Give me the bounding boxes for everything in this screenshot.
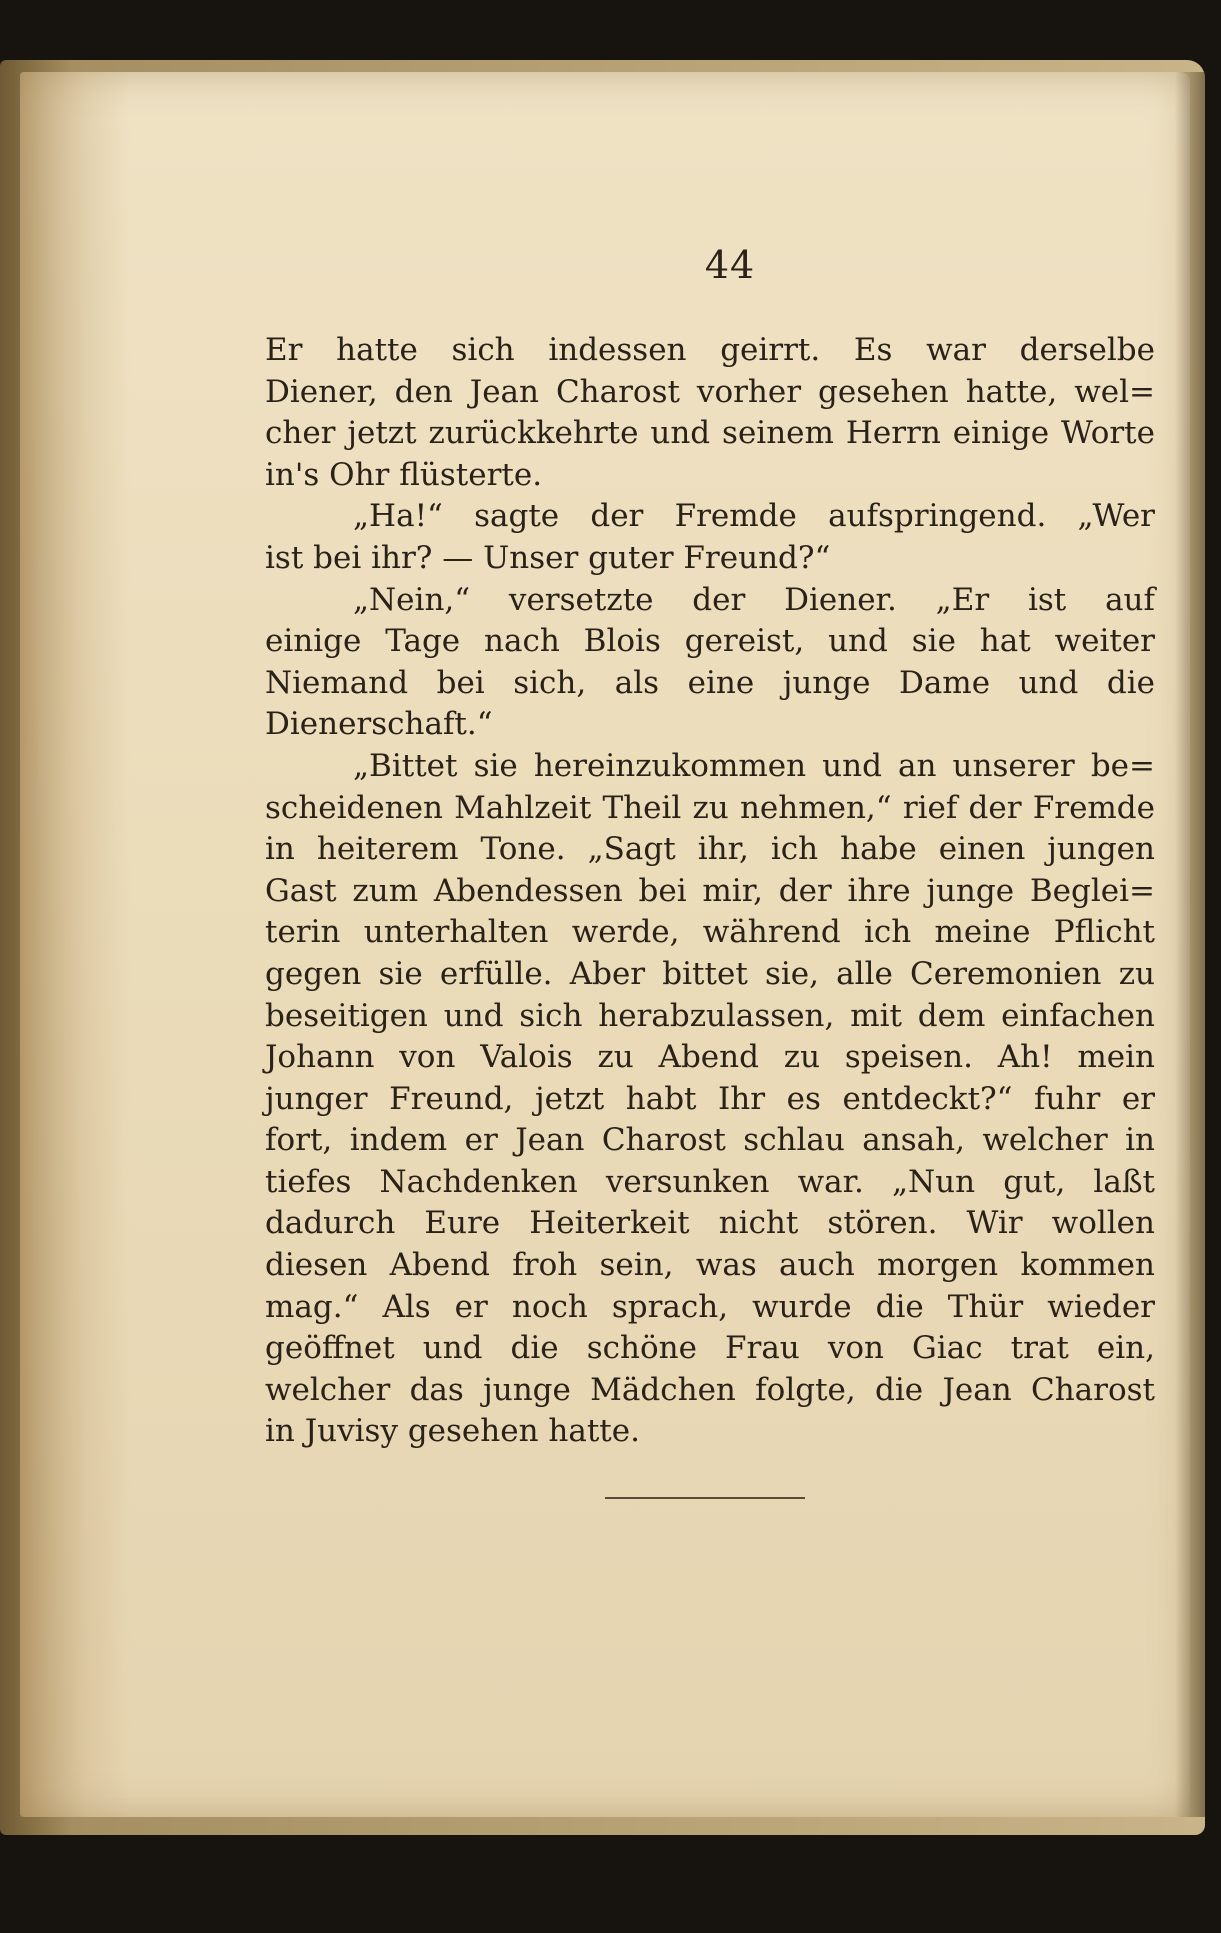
page-number: 44 <box>704 243 756 287</box>
text-line: gegen sie erfülle. Aber bittet sie, alle Ceremonien zu <box>265 955 1155 992</box>
text-line: terin unterhalten werde, während ich meine Pflicht <box>265 914 1155 951</box>
section-end-rule <box>605 1497 805 1499</box>
text-line: Johann von Valois zu Abend zu speisen. Ah! mein <box>265 1039 1155 1076</box>
text-line: diesen Abend froh sein, was auch morgen kommen <box>265 1247 1155 1284</box>
text-line: Gast zum Abendessen bei mir, der ihre junge Beglei= <box>265 872 1155 909</box>
text-line: welcher das junge Mädchen folgte, die Jean Charost <box>265 1371 1155 1408</box>
text-line: fort, indem er Jean Charost schlau ansah, welcher in <box>265 1122 1155 1159</box>
text-line: in heiterem Tone. „Sagt ihr, ich habe einen jungen <box>265 831 1155 868</box>
text-line: mag.“ Als er noch sprach, wurde die Thür wieder <box>265 1288 1155 1325</box>
text-line: beseitigen und sich herabzulassen, mit dem einfachen <box>265 997 1155 1034</box>
text-line: in's Ohr flüsterte. <box>265 456 543 493</box>
text-line: tiefes Nachdenken versunken war. „Nun gut, laßt <box>265 1163 1155 1200</box>
text-line: geöffnet und die schöne Frau von Giac trat ein, <box>265 1330 1155 1367</box>
text-line: ist bei ihr? — Unser guter Freund?“ <box>265 539 831 576</box>
text-line: Diener, den Jean Charost vorher gesehen hatte, wel= <box>265 373 1155 410</box>
spine-shadow <box>1175 72 1205 1817</box>
text-line: „Nein,“ versetzte der Diener. „Er ist auf <box>353 581 1155 618</box>
text-line: junger Freund, jetzt habt Ihr es entdeckt?“ fuhr er <box>265 1080 1155 1117</box>
text-line: Er hatte sich indessen geirrt. Es war derselbe <box>265 332 1155 368</box>
page-stain <box>20 72 130 1817</box>
text-line: cher jetzt zurückkehrte und seinem Herrn einige Worte <box>265 415 1155 452</box>
text-line: in Juvisy gesehen hatte. <box>265 1413 640 1450</box>
text-line: „Ha!“ sagte der Fremde aufspringend. „Wer <box>353 498 1155 535</box>
text-line: einige Tage nach Blois gereist, und sie hat weiter <box>265 623 1155 660</box>
text-line: Niemand bei sich, als eine junge Dame und die <box>265 664 1155 701</box>
text-line: dadurch Eure Heiterkeit nicht stören. Wir wollen <box>265 1205 1155 1242</box>
text-line: Dienerschaft.“ <box>265 706 493 743</box>
text-line: „Bittet sie hereinzukommen und an unserer be= <box>353 747 1155 784</box>
text-line: scheidenen Mahlzeit Theil zu nehmen,“ rief der Fremde <box>265 789 1155 826</box>
body-text <box>265 330 1155 1453</box>
